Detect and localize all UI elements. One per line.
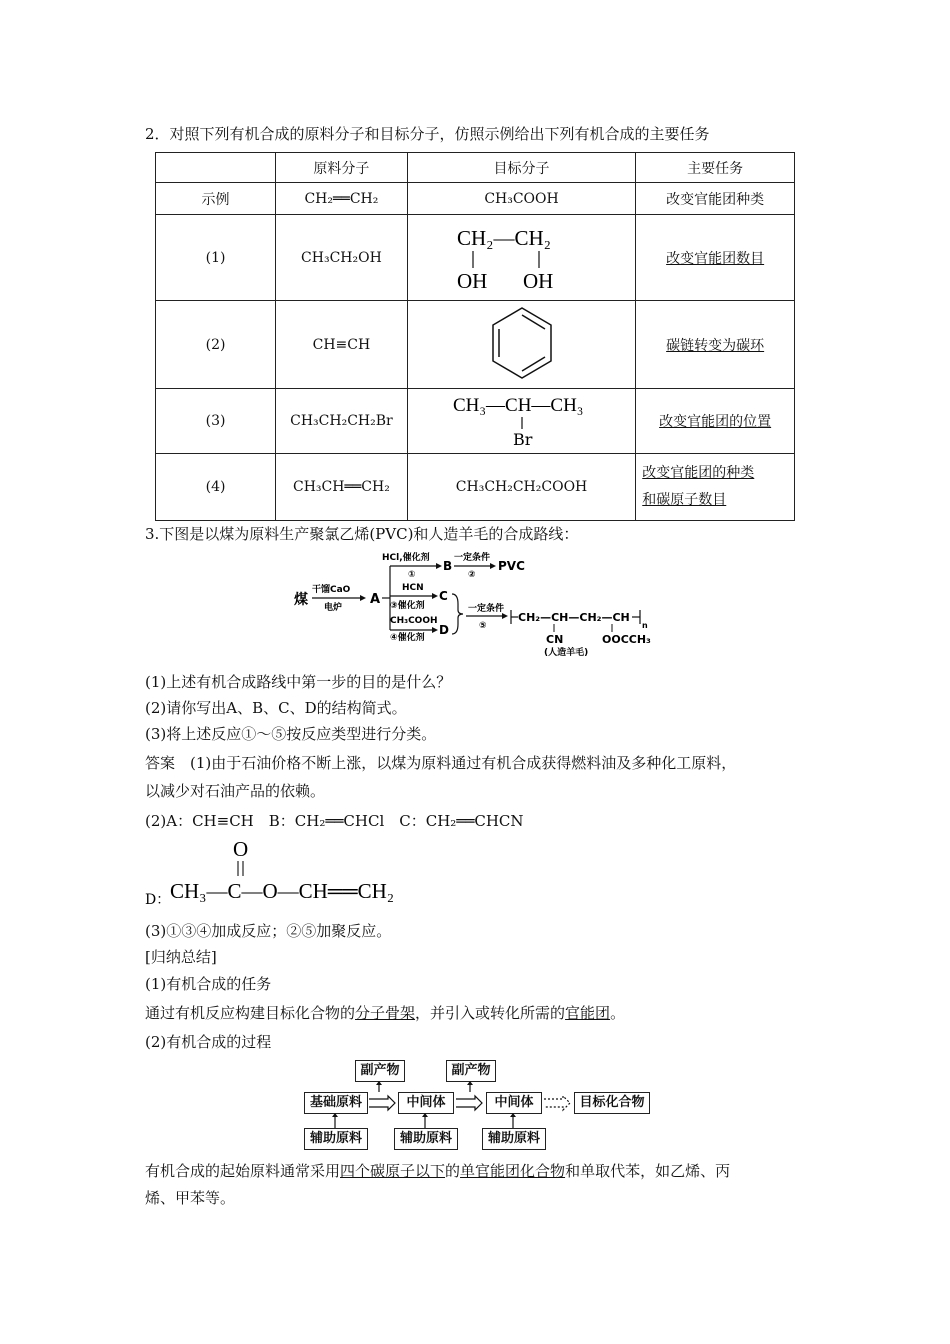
target-molecule-bromopropane <box>407 389 635 454</box>
flow-byproduct-2: 副产物 <box>446 1060 496 1082</box>
row-label: (1) <box>156 215 276 301</box>
question-3-3: (3)将上述反应①～⑤按反应类型进行分类。 <box>145 725 437 743</box>
flow-aux-material-2: 辅助原料 <box>394 1128 458 1150</box>
flow-byproduct-1: 副产物 <box>355 1060 405 1082</box>
benzene-ring-icon <box>487 303 557 383</box>
route-r1-condition: HCl,催化剂 <box>382 553 430 563</box>
flow-intermediate-2: 中间体 <box>486 1092 542 1114</box>
route-r1-number: ① <box>408 570 416 580</box>
route-r2-number: ② <box>468 570 476 580</box>
structure-main-chain: CH₃—CH—CH₃ <box>452 395 583 416</box>
route-C: C <box>439 589 448 603</box>
row-label: (4) <box>156 454 276 521</box>
main-task: 改变官能团数目 <box>636 215 795 301</box>
header-target: 目标分子 <box>407 153 635 183</box>
table-row-example <box>156 183 795 215</box>
target-molecule: CH₃COOH <box>407 183 635 215</box>
header-task: 主要任务 <box>636 153 795 183</box>
raw-molecule: CH≡CH <box>276 301 408 389</box>
main-task <box>636 454 795 521</box>
summary-key-term-monofunctional: 单官能团化合物 <box>460 1162 566 1180</box>
table-row-3 <box>156 389 795 454</box>
target-molecule-benzene <box>407 301 635 389</box>
main-task-line-2: 和碳原子数目 <box>642 492 727 508</box>
question-3-2: (2)请你写出A、B、C、D的结构简式。 <box>145 699 407 717</box>
question-3-1: (1)上述有机合成路线中第一步的目的是什么？ <box>145 673 452 691</box>
header-cell-empty <box>156 153 276 183</box>
row-label: (3) <box>156 389 276 454</box>
raw-molecule: CH₃CH₂OH <box>276 215 408 301</box>
raw-molecule: CH₃CH₂CH₂Br <box>276 389 408 454</box>
route-r5-number: ⑤ <box>479 621 487 631</box>
flow-aux-material-1: 辅助原料 <box>304 1128 368 1150</box>
structure-vinyl-acetate: CH₃—C—O—CH══CH₂ <box>170 879 395 903</box>
route-step0-condition-bottom: 电炉 <box>324 603 343 613</box>
header-raw: 原料分子 <box>276 153 408 183</box>
summary-text-part: 和单取代苯，如乙烯、丙 <box>565 1162 731 1180</box>
route-coal: 煤 <box>294 592 308 608</box>
question-3-title: 3.下图是以煤为原料生产聚氯乙烯(PVC)和人造羊毛的合成路线： <box>145 525 579 543</box>
flow-aux-material-3: 辅助原料 <box>482 1128 546 1150</box>
table-header-row <box>156 153 795 183</box>
answer-line-1: 答案 (1)由于石油价格不断上涨，以煤为原料通过有机合成获得燃料油及多种化工原料， <box>145 754 737 772</box>
route-A: A <box>370 592 381 607</box>
route-r3-condition: HCN <box>402 583 424 593</box>
route-r4-condition-bottom: ④催化剂 <box>390 633 425 643</box>
route-substituent-cn: CN <box>546 633 564 646</box>
route-step0-condition: 干馏CaO <box>312 585 351 595</box>
table-row-4 <box>156 454 795 521</box>
summary-key-term-functional-group: 官能团 <box>565 1004 611 1022</box>
main-task: 碳链转变为碳环 <box>636 301 795 389</box>
summary-heading: [归纳总结] <box>145 948 217 966</box>
structure-carbonyl-o: O <box>233 837 249 861</box>
question-2-title: 2．对照下列有机合成的原料分子和目标分子，仿照示例给出下列有机合成的主要任务 <box>145 125 710 143</box>
route-D: D <box>439 623 449 637</box>
flow-target-compound: 目标化合物 <box>574 1092 650 1114</box>
structure-oh-right: OH <box>522 268 553 293</box>
answer-d-structure <box>145 836 425 906</box>
main-task: 改变官能团种类 <box>636 183 795 215</box>
summary-key-term-skeleton: 分子骨架 <box>355 1004 416 1022</box>
route-r3-condition-bottom: ③催化剂 <box>390 601 425 611</box>
structure-main-chain: CH₂—CH₂ <box>456 225 551 250</box>
main-task: 改变官能团的位置 <box>636 389 795 454</box>
answer-d-label: D： <box>145 892 171 906</box>
summary-key-term-carbon-count: 四个碳原子以下 <box>340 1162 446 1180</box>
route-substituent-ester: OOCCH₃ <box>602 633 651 646</box>
answer-line-5: (3)①③④加成反应；②⑤加聚反应。 <box>145 922 392 940</box>
route-r4-condition: CH₃COOH <box>390 616 438 626</box>
summary-text-part: 有机合成的起始原料通常采用 <box>145 1162 341 1180</box>
summary-last-line-2: 烯、甲苯等。 <box>145 1189 236 1207</box>
route-polymer: CH₂—CH—CH₂—CH <box>518 611 630 624</box>
synthesis-process-flowchart <box>300 1060 660 1150</box>
ethanediol-structure <box>447 218 597 294</box>
synthesis-route-diagram <box>290 548 670 660</box>
structure-oh-left: OH <box>456 268 487 293</box>
route-PVC: PVC <box>498 559 525 573</box>
route-wool-label: (人造羊毛) <box>544 648 589 658</box>
table-row-2 <box>156 301 795 389</box>
target-molecule: CH₃CH₂CH₂COOH <box>407 454 635 521</box>
table-row-1 <box>156 215 795 301</box>
raw-molecule: CH₂══CH₂ <box>276 183 408 215</box>
summary-item-1: (1)有机合成的任务 <box>145 975 272 993</box>
flow-intermediate-1: 中间体 <box>398 1092 454 1114</box>
target-molecule-ethanediol <box>407 215 635 301</box>
route-r5-condition: 一定条件 <box>468 604 505 614</box>
synthesis-task-table <box>155 152 795 521</box>
summary-text-part: 。 <box>610 1004 626 1022</box>
summary-task-text <box>145 1002 625 1023</box>
answer-line-3: (2)A：CH≡CH B：CH₂══CHCl C：CH₂══CHCN <box>145 812 524 830</box>
route-B: B <box>443 559 453 573</box>
main-task-line-1: 改变官能团的种类 <box>642 465 755 481</box>
row-label: 示例 <box>156 183 276 215</box>
answer-line-2: 以减少对石油产品的依赖。 <box>145 782 326 800</box>
summary-last-line-1 <box>145 1160 730 1181</box>
row-label: (2) <box>156 301 276 389</box>
summary-text-part: 通过有机反应构建目标化合物的 <box>145 1004 356 1022</box>
structure-br: Br <box>512 430 532 449</box>
summary-text-part: ，并引入或转化所需的 <box>415 1004 566 1022</box>
summary-item-2: (2)有机合成的过程 <box>145 1033 272 1051</box>
route-r2-condition: 一定条件 <box>454 553 491 563</box>
flow-arrows <box>300 1060 660 1150</box>
flow-base-material: 基础原料 <box>304 1092 368 1114</box>
raw-molecule: CH₃CH══CH₂ <box>276 454 408 521</box>
route-polymer-n: n <box>642 621 648 630</box>
summary-text-part: 的 <box>445 1162 461 1180</box>
bromopropane-structure <box>437 389 607 449</box>
